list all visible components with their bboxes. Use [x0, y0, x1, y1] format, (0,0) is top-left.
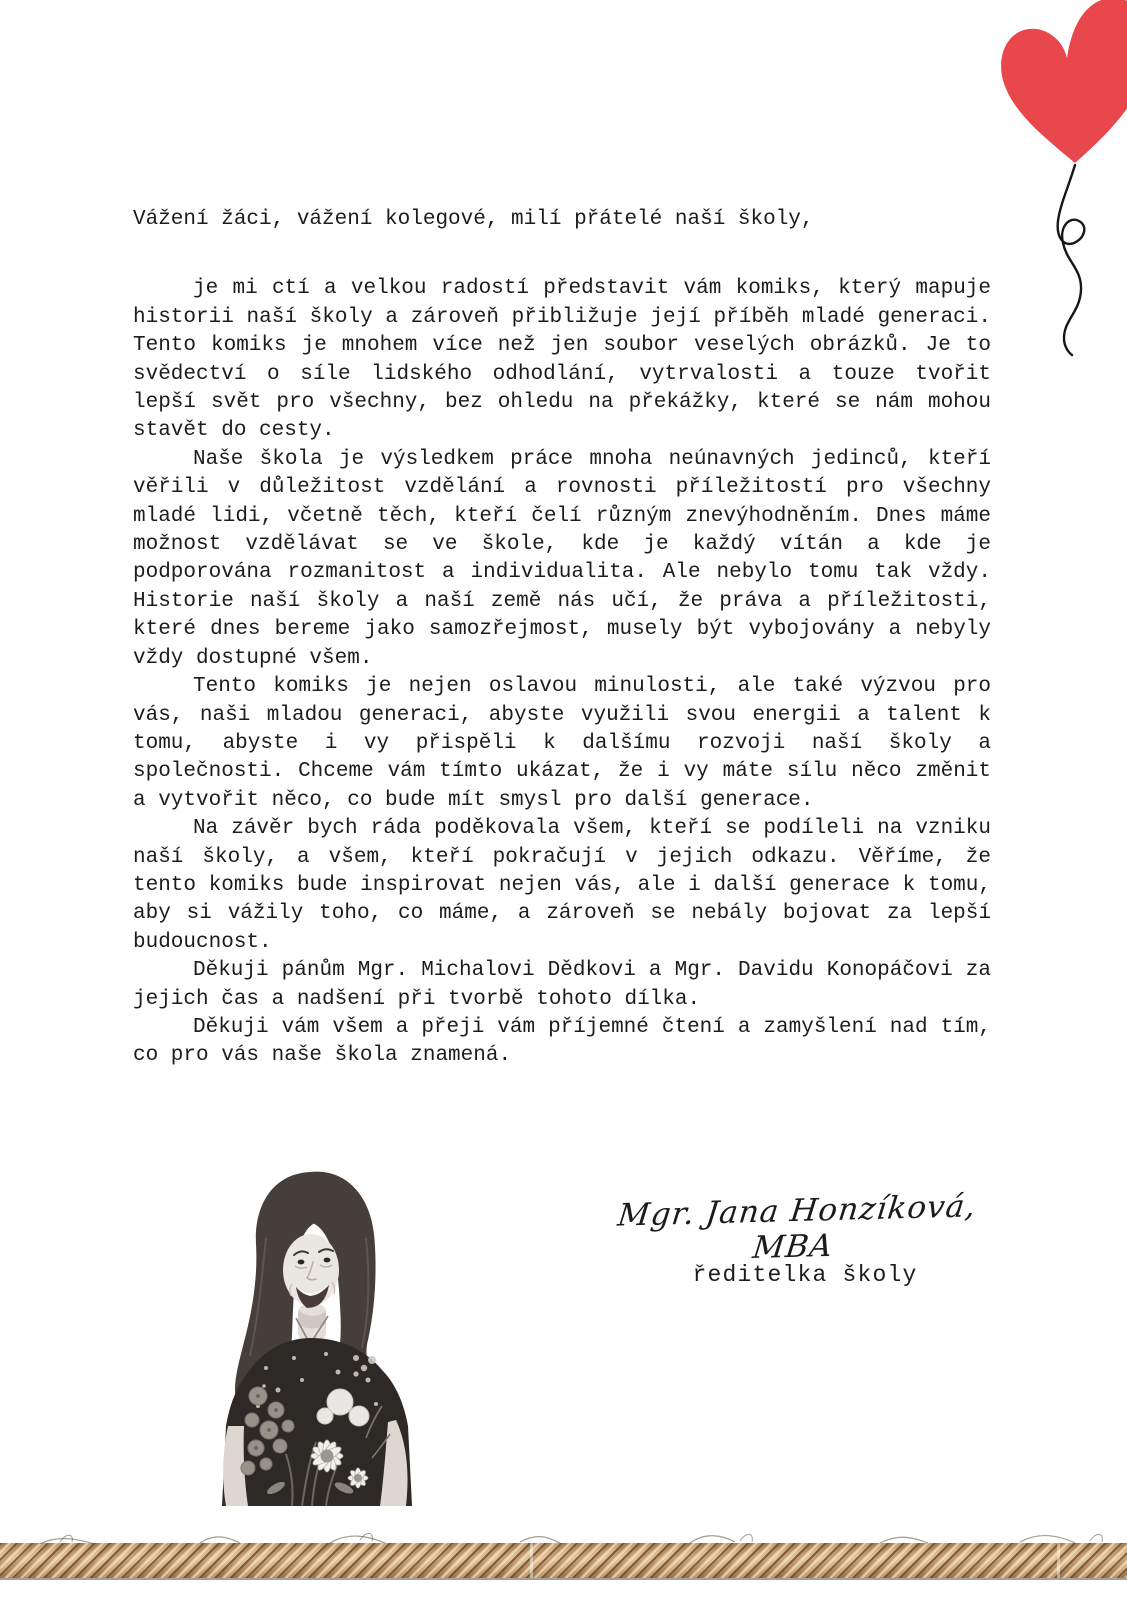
letter-paragraph: Děkuji pánům Mgr. Michalovi Dědkovi a Mgr. Davidu Konopáčovi za jejich čas a nadšení při tvorbě tohoto dílka. — [133, 959, 991, 1011]
woman-portrait — [222, 1172, 412, 1506]
greeting-line: Vážení žáci, vážení kolegové, milí přátelé naší školy, — [133, 208, 814, 231]
signature-script: Mgr. Jana Honzíková, MBA — [615, 1188, 979, 1267]
letter-body — [133, 206, 991, 1071]
rope-fibers-icon — [0, 1530, 1127, 1544]
letter-paragraph: Naše škola je výsledkem práce mnoha neúnavných jedinců, kteří věřili v důležitost vzdělání a rovnosti příležitostí pro všechny mladé lidi, včetně těch, kteří čelí různým znevýhodněním. Dnes máme možnost vzdělávat se ve škole, kde je každý vítán a kde je podporována rozmanitost a individualita. Ale nebylo tomu tak vždy. Historie naší školy a naší země nás učí, že práva a příležitosti, které dnes bereme jako samozřejmost, musely být vybojovány a nebyly vždy dostupné všem. — [133, 447, 991, 670]
letter-paragraph: je mi ctí a velkou radostí představit vám komiks, který mapuje historii naší školy a zároveň přibližuje její příběh mladé generaci. Tento komiks je mnohem více než jen soubor veselých obrázků. Je to svědectví o síle lidského odhodlání, vytrvalosti a touze tvořit lepší svět pro všechny, bez ohledu na překážky, které se nám mohou stavět do cesty. — [133, 277, 991, 443]
letter-paragraph: Na závěr bych ráda poděkovala všem, kteří se podíleli na vzniku naší školy, a všem, kteří pokračují v jejich odkazu. Věříme, že tento komiks bude inspirovat nejen vás, ale i další generace k tomu, aby si vážily toho, co máme, a zároveň se nebály bojovat za lepší budoucnost. — [133, 817, 991, 954]
signature-title: ředitelka školy — [692, 1262, 918, 1288]
letter-paragraph: Tento komiks je nejen oslavou minulosti, ale také výzvou pro vás, naši mladou generaci, abyste využili svou energii a talent k tomu, abyste i vy přispěli k dalšímu rozvoji naší školy a společnosti. Chceme vám tímto ukázat, že i vy máte sílu něco změnit a vytvořit něco, co bude mít smysl pro další generace. — [133, 675, 991, 812]
letter-paragraph: Děkuji vám všem a přeji vám příjemné čtení a zamyšlení nad tím, co pro vás naše škola znamená. — [133, 1015, 991, 1068]
rope-seam — [530, 1543, 533, 1578]
rope-seam — [1057, 1543, 1060, 1578]
balloon-string — [1058, 165, 1085, 355]
portrait-photo — [206, 1158, 425, 1506]
heart-icon — [1001, 0, 1127, 163]
rope-border — [0, 1543, 1127, 1580]
